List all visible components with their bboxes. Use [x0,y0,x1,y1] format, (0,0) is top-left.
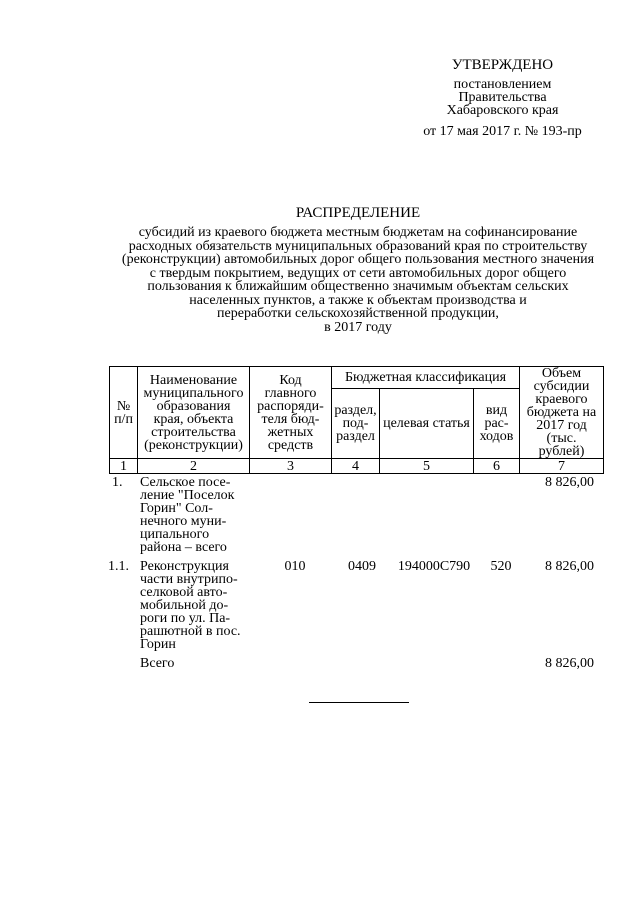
total-label: Всего [140,656,175,671]
row-name: Сельское посе-ление "Поселок Горин" Сол-нечного муни-ципального района – всего [140,475,235,555]
document-subtitle [100,226,616,334]
header-section: раздел, под-раздел [332,388,380,458]
approval-block [395,57,610,138]
column-number: 4 [332,459,380,474]
column-number: 5 [380,459,474,474]
approval-line: Хабаровского края [446,103,559,118]
column-number: 7 [520,459,604,474]
subtitle-line: с твердым покрытием, ведущих от сети автомобильных дорог общего [149,265,567,281]
approval-line: постановлением [453,77,552,92]
subtitle-line: населенных пунктов, а также к объектам производства и [189,292,527,308]
closing-rule [309,702,409,703]
approval-date: от 17 мая 2017 г. № 193-пр [423,124,582,139]
distribution-table-header [109,366,604,474]
header-code: Код главного распоряди-теля бюд-жетных средств [250,367,332,459]
row-number: 1.1. [108,559,129,574]
subtitle-line: переработки сельскохозяйственной продукции, [217,306,499,321]
column-number: 6 [474,459,520,474]
header-target: целевая статья [380,388,474,458]
column-number: 3 [250,459,332,474]
subtitle-line: расходных обязательств муниципальных образований края по строительству [128,238,588,254]
subtitle-line: субсидий из краевого бюджета местным бюджетам на софинансирование [138,225,578,240]
row-code: 010 [284,559,306,574]
approval-line: Правительства [458,90,547,105]
header-name: Наименование муниципального образования края, объекта строительства (реконструкции) [138,367,250,459]
column-number: 1 [110,459,138,474]
header-amount: Объем субсидии краевого бюджета на 2017 год (тыс. рублей) [520,367,604,459]
total-amount: 8 826,00 [545,656,594,671]
approval-heading: УТВЕРЖДЕНО [451,57,554,73]
subtitle-line: (реконструкции) автомобильных дорог общего пользования местного значения [121,252,595,267]
header-expense-type: вид рас-ходов [474,388,520,458]
row-amount: 8 826,00 [545,559,594,574]
row-target: 194000С790 [397,559,471,574]
row-section: 0409 [348,559,376,574]
header-budget-classification: Бюджетная классификация [332,367,520,389]
row-name: Реконструкция части внутрипо-селковой авто-мобильной до-роги по ул. Па-рашютной в пос. Горин [140,559,241,652]
subtitle-line: пользования к ближайшим общественно значимым объектам сельских [147,279,569,294]
document-title: РАСПРЕДЕЛЕНИЕ [295,205,421,221]
row-number: 1. [112,475,123,490]
column-number: 2 [138,459,250,474]
subtitle-line: в 2017 году [324,319,392,335]
header-num: № п/п [110,367,138,459]
row-amount: 8 826,00 [545,475,594,490]
row-expense-type: 520 [490,559,512,574]
